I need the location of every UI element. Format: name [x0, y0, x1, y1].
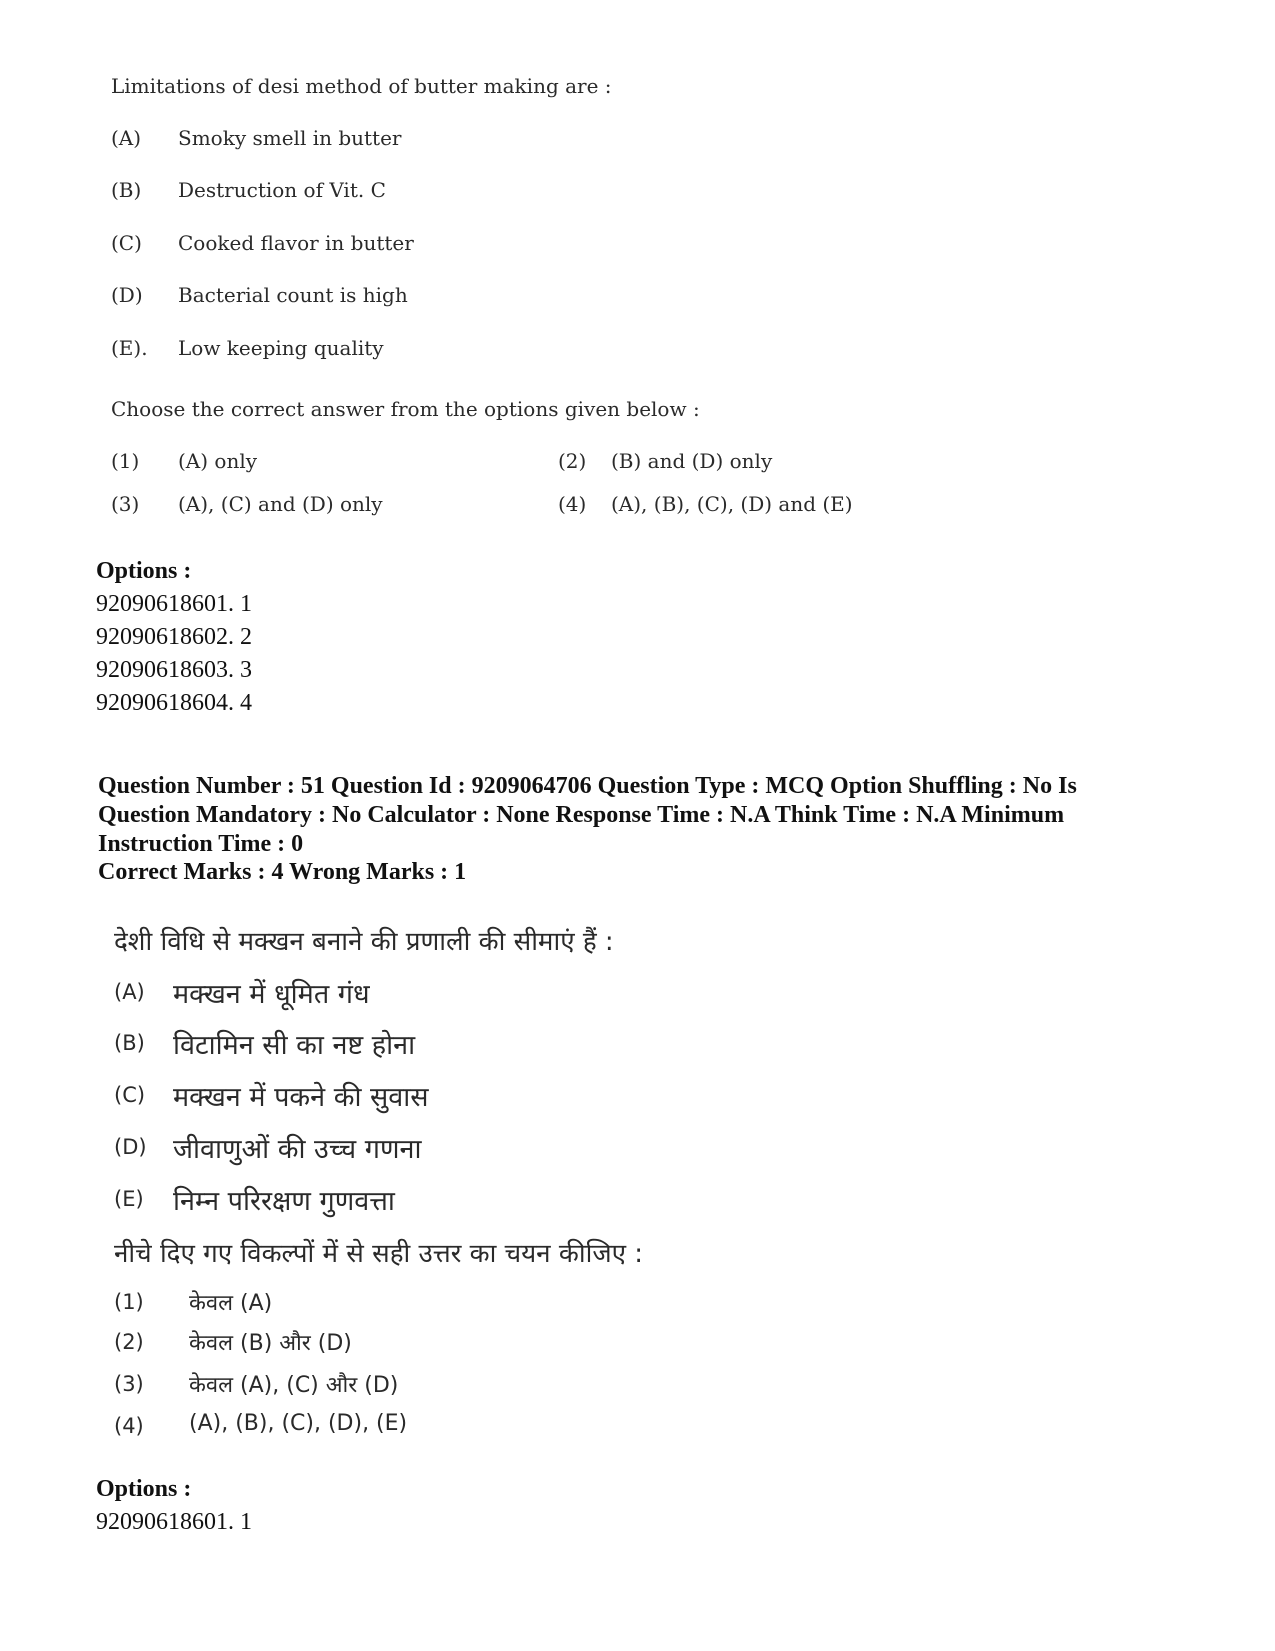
answer-text: केवल (A), (C) और (D) — [189, 1373, 399, 1398]
option-item: 92090618601. 1 — [96, 1509, 252, 1535]
answer-text: केवल (A) — [189, 1291, 273, 1316]
statement-label: (B) — [114, 1031, 145, 1055]
statement-label: (E) — [114, 1187, 144, 1211]
answer-label: (4) — [558, 492, 587, 516]
statement-text: Cooked flavor in butter — [178, 231, 414, 255]
question-meta: Question Number : 51 Question Id : 9209064706 Question Type : MCQ Option Shuffling : No Is Question Mandatory : No Calculator : None Response Time : N.A Think Time : N.A Minimum Instruction Time : 0 — [98, 773, 1077, 857]
marks-line: Correct Marks : 4 Wrong Marks : 1 — [98, 859, 467, 885]
answer-label: (4) — [114, 1414, 144, 1438]
answer-label: (3) — [111, 492, 140, 516]
statement-text: मक्खन में धूमित गंध — [173, 979, 370, 1010]
statement-text: Low keeping quality — [178, 336, 384, 360]
statement-text: Bacterial count is high — [178, 283, 408, 307]
statement-label: (B) — [111, 178, 142, 202]
statement-text: मक्खन में पकने की सुवास — [173, 1082, 429, 1113]
question-stem-hindi: देशी विधि से मक्खन बनाने की प्रणाली की सीमाएं हैं : — [114, 927, 614, 957]
options-heading: Options : — [96, 558, 192, 584]
answer-text: (A) only — [178, 449, 258, 473]
options-heading: Options : — [96, 1476, 192, 1502]
answer-text: (A), (B), (C), (D), (E) — [189, 1411, 408, 1436]
statement-label: (D) — [114, 1135, 147, 1159]
question-stem-english: Limitations of desi method of butter making are : — [111, 74, 612, 98]
statement-label: (E). — [111, 336, 148, 360]
statement-text: Destruction of Vit. C — [178, 178, 386, 202]
option-item: 92090618602. 2 — [96, 624, 252, 650]
answer-text: (B) and (D) only — [611, 449, 773, 473]
statement-text: निम्न परिरक्षण गुणवत्ता — [173, 1186, 395, 1217]
answer-label: (2) — [114, 1330, 144, 1354]
answer-instruction-hindi: नीचे दिए गए विकल्पों में से सही उत्तर का चयन कीजिए : — [114, 1239, 644, 1269]
statement-label: (C) — [111, 231, 142, 255]
statement-text: जीवाणुओं की उच्च गणना — [173, 1134, 422, 1165]
statement-text: Smoky smell in butter — [178, 126, 402, 150]
answer-label: (3) — [114, 1372, 144, 1396]
option-item: 92090618604. 4 — [96, 690, 252, 716]
statement-label: (A) — [111, 126, 142, 150]
answer-label: (1) — [111, 449, 140, 473]
answer-text: (A), (C) and (D) only — [178, 492, 383, 516]
answer-label: (1) — [114, 1290, 144, 1314]
answer-text: (A), (B), (C), (D) and (E) — [611, 492, 853, 516]
statement-label: (A) — [114, 980, 145, 1004]
option-item: 92090618603. 3 — [96, 657, 252, 683]
answer-instruction-english: Choose the correct answer from the options given below : — [111, 397, 700, 421]
answer-text: केवल (B) और (D) — [189, 1331, 352, 1356]
option-item: 92090618601. 1 — [96, 591, 252, 617]
answer-label: (2) — [558, 449, 587, 473]
statement-label: (D) — [111, 283, 143, 307]
statement-label: (C) — [114, 1083, 146, 1107]
statement-text: विटामिन सी का नष्ट होना — [173, 1030, 416, 1061]
